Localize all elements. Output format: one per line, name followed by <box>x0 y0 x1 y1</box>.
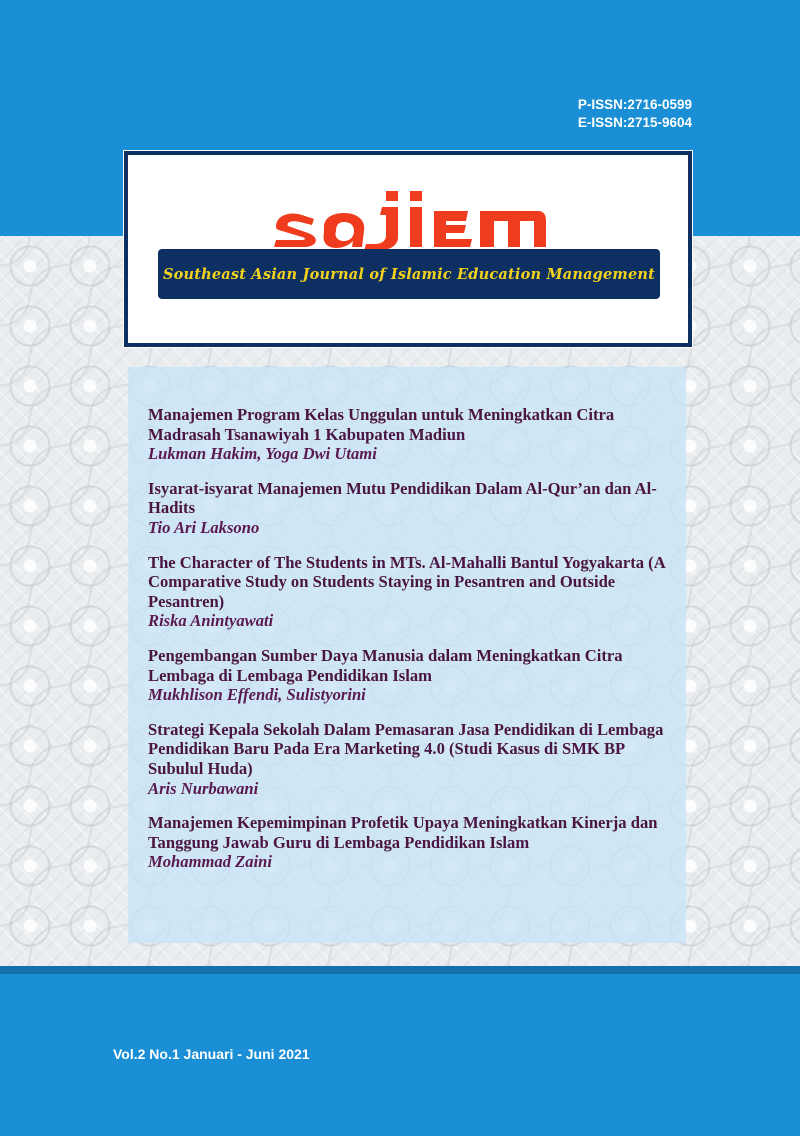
article-authors: Riska Anintyawati <box>148 611 274 631</box>
journal-subtitle: Southeast Asian Journal of Islamic Education Management <box>162 265 656 283</box>
article-authors: Mohammad Zaini <box>148 852 273 872</box>
electronic-issn: E-ISSN:2715-9604 <box>577 115 692 130</box>
sajiem-logo <box>268 181 548 251</box>
article-title: Strategi Kepala Sekolah Dalam Pemasaran Jasa Pendidikan di Lembaga Pendidikan Baru Pada Era Marketing 4.0 (Studi Kasus di SMK BP Subulul Huda) <box>148 719 664 778</box>
pattern-bottom-edge <box>0 966 800 974</box>
article-entry <box>148 479 678 538</box>
article-title: Manajemen Kepemimpinan Profetik Upaya Meningkatkan Kinerja dan Tanggung Jawab Guru di Lembaga Pendidikan Islam <box>148 813 658 852</box>
article-entry <box>148 720 678 798</box>
print-issn: P-ISSN:2716-0599 <box>577 97 692 112</box>
article-title: Pengembangan Sumber Daya Manusia dalam Meningkatkan Citra Lembaga di Lembaga Pendidikan Islam <box>148 645 623 685</box>
table-of-contents <box>128 367 686 943</box>
article-entry <box>148 553 678 631</box>
article-title: The Character of The Students in MTs. Al-Mahalli Bantul Yogyakarta (A Comparative Study on Students Staying in Pesantren and Outside Pesantren) <box>148 552 665 611</box>
article-authors: Mukhlison Effendi, Sulistyorini <box>148 685 366 705</box>
article-entry <box>148 646 678 705</box>
issn-block <box>578 96 692 132</box>
journal-subtitle-bar <box>158 249 660 299</box>
article-authors: Tio Ari Laksono <box>148 517 260 537</box>
article-authors: Aris Nurbawani <box>148 778 259 798</box>
article-authors: Lukman Hakim, Yoga Dwi Utami <box>148 444 377 464</box>
article-entry <box>148 813 678 872</box>
article-title: Isyarat-isyarat Manajemen Mutu Pendidikan Dalam Al-Qur’an dan Al-Hadits <box>148 478 657 518</box>
article-entry <box>148 405 678 464</box>
journal-masthead <box>124 151 692 347</box>
article-title: Manajemen Program Kelas Unggulan untuk Meningkatkan Citra Madrasah Tsanawiyah 1 Kabupaten Madiun <box>148 405 615 444</box>
article-list <box>148 405 678 887</box>
volume-issue-line: Vol.2 No.1 Januari - Juni 2021 <box>113 1046 310 1062</box>
